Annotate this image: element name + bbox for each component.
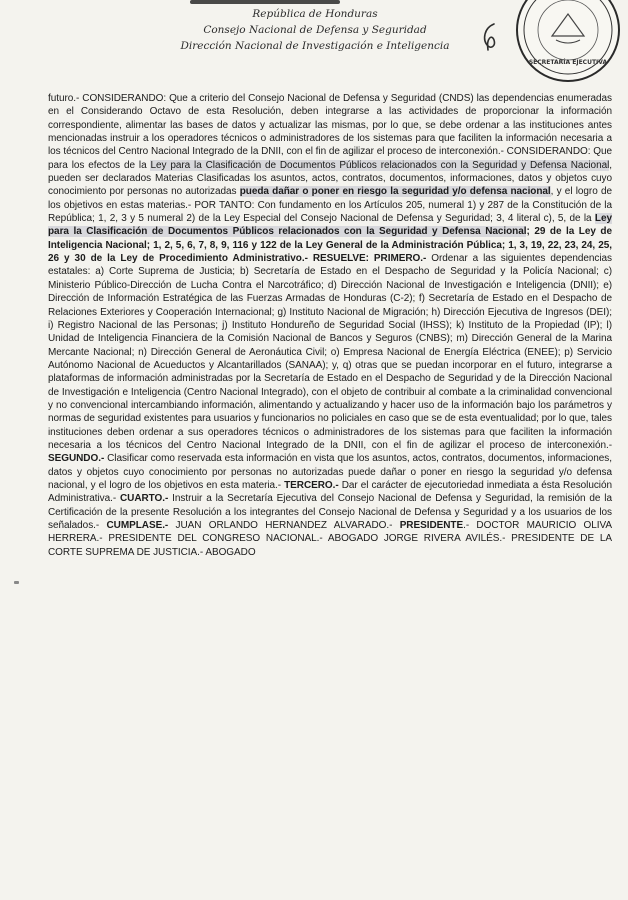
letterhead-directorate: Dirección Nacional de Investigación e Inteligencia [180, 40, 450, 52]
text-segment: ; 29 de la Ley de Inteligencia Nacional; 1, 2, 5, 6, 7, 8, 9, 116 y 122 de la Ley General de la Administración Pública; 1, 3, 19, 22, 23, 24, 25, 26 y 30 de la Ley de Procedimiento Administrativo.- [48, 226, 613, 265]
text-segment: futuro.- CONSIDERANDO: Que a criterio del Consejo Nacional de Defensa y Seguridad (CNDS) las dependencias enumeradas en el Considerando Octavo de esta Resolución, deben integrarse a las actividades de proporcionar la información correspondiente, alimentar las bases de datos y actualizar las mismas, por lo que, se debe ordenar a las instituciones antes mencionadas instruir a los operadores técnicos o administradores de los sistemas para que faciliten la información necesaria a los técnicos del Centro Nacional Integrado de la DNII, con el fin de agilizar el proceso de interconexión.- CONSIDERANDO: Que para los efectos de la [48, 93, 612, 171]
seal-label: SECRETARÍA EJECUTIVA [528, 59, 608, 66]
text-segment: Dar el carácter de ejecutoriedad inmediata a ésta Resolución Administrativa.- [48, 479, 613, 505]
letterhead [150, 6, 480, 54]
highlighted-phrase: pueda dañar o poner en riesgo la seguridad y/o defensa nacional [239, 186, 551, 198]
margin-mark [14, 581, 19, 584]
highlighted-law-title: Ley para la Clasificación de Documentos Públicos relacionados con la Seguridad y Defensa Nacional [48, 213, 612, 238]
signatory-title: PRESIDENTE [399, 520, 464, 531]
article-heading: CUARTO.- [119, 493, 169, 505]
highlighted-law-title: Ley para la Clasificación de Documentos Públicos relacionados con la Seguridad y Defensa Nacional [150, 159, 610, 171]
resolve-heading: RESUELVE: PRIMERO.- [312, 253, 427, 265]
text-segment: Clasificar como reservada esta información en vista que los asuntos, actos, contratos, documentos, informaciones, datos y objetos cuyo conocimiento por personas no autorizadas puede dañar o poner en riesgo la seguridad y/o defensa nacional, y el logro de los objetivos en esta materia.- [48, 453, 612, 491]
text-segment: Instruir a la Secretaría Ejecutiva del Consejo Nacional de Defensa y Seguridad, la remisión de la Certificación de la presente Resolución a los integrantes del Consejo Nacional de Defensa y Seguridad y a los usuarios de los señalados.- [48, 493, 612, 531]
signatory-text: .- DOCTOR MAURICIO OLIVA HERRERA.- PRESIDENTE DEL CONGRESO NACIONAL.- ABOGADO JORGE RIVERA AVILÉS.- PRESIDENTE DE LA CORTE SUPREMA DE JUSTICIA.- ABOGADO [48, 520, 612, 558]
signature-mark [476, 20, 504, 54]
resolution-body-text [48, 92, 612, 559]
signatory-text: JUAN ORLANDO HERNANDEZ ALVARADO.- [168, 520, 400, 531]
article-heading: TERCERO.- [284, 479, 339, 491]
closing-heading: CUMPLASE.- [106, 520, 169, 531]
text-segment: Ordenar a las siguientes dependencias estatales: a) Corte Suprema de Justicia; b) Secretaría de Estado en el Despacho de Seguridad y la Policía Nacional; c) Ministerio Público-Dirección de Lucha Contra el Narcotráfico; d) Dirección Nacional de Investigación e Inteligencia (DNII); e) Dirección de Información Estratégica de las Fuerzas Armadas de Honduras (C-2); f) Secretaría de Estado en el Despacho de Relaciones Exteriores y Cooperación Internacional; g) Instituto Nacional de Migración; h) Dirección Ejecutiva de Ingresos (DEI); i) Registro Nacional de las Personas; j) Instituto Hondureño de Seguridad Social (IHSS); k) Instituto de la Propiedad (IP); l) Unidad de Inteligencia Financiera de la Comisión Nacional de Bancos y Seguros (CNBS); m) Dirección General de la Marina Mercante Nacional; n) Dirección General de Aeronáutica Civil; o) Empresa Nacional de Energía Eléctrica (ENEE); p) Servicio Autónomo Nacional de Acueductos y Alcantarillados (SANAA); y, q) otras que se puedan incorporar en el futuro, integrarse a plataformas de información administradas por la Secretaría de Estado en el Despacho de Seguridad y de la Dirección Nacional de Investigación e Inteligencia (Centro Nacional Integrado), con el objeto de contribuir al combate a la criminalidad convencional y no convencional intercambiando información, alimentando y actualizando y hacer uso de la información bajo los parámetros y normas de seguridad existentes para usuarios y funcionarios no policiales en caso que se de esta eventualidad; por lo que, tales instituciones deben ordenar a sus operadores técnicos o administradores de los sistemas para que faciliten la información necesaria a los técnicos del Centro Nacional Integrado de la DNII, con el fin de agilizar el proceso de interconexión.- [48, 253, 612, 451]
article-heading: SEGUNDO.- [48, 453, 105, 465]
resolution-paragraph [48, 92, 612, 559]
text-segment: , pueden ser declarados Materias Clasificadas los asuntos, actos, contratos, documentos, informaciones, datos y objetos cuyo conocimiento por personas no autorizadas [48, 159, 613, 198]
official-seal [516, 0, 620, 82]
letterhead-country: República de Honduras [252, 8, 378, 20]
letterhead-top-rule [190, 0, 340, 4]
letterhead-council: Consejo Nacional de Defensa y Seguridad [203, 24, 427, 36]
text-segment: , y el logro de los objetivos en estas materias.- POR TANTO: Con fundamento en los Artículos 205, numeral 1) y 287 de la Constitución de la República; 1, 2, 3 y 5 numeral 2) de la Ley Especial del Consejo Nacional de Defensa y Seguridad; 3, 4 literal c), 5, de la [48, 186, 612, 225]
